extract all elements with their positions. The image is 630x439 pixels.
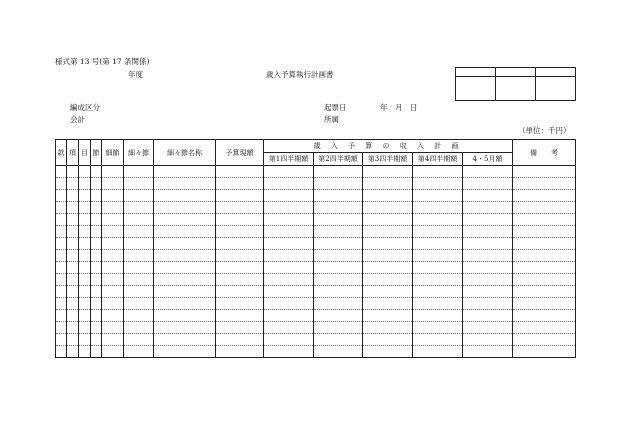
table-cell[interactable] <box>124 298 154 310</box>
table-cell[interactable] <box>314 214 363 226</box>
table-cell[interactable] <box>154 190 216 202</box>
table-cell[interactable] <box>216 298 264 310</box>
table-cell[interactable] <box>363 202 413 214</box>
approval-stamp-boxes <box>455 67 576 101</box>
table-cell[interactable] <box>67 274 79 286</box>
table-cell[interactable] <box>314 178 363 190</box>
stamp-box <box>456 77 496 101</box>
table-row <box>56 310 576 322</box>
table-cell[interactable] <box>216 310 264 322</box>
table-cell[interactable] <box>513 190 576 202</box>
table-cell[interactable] <box>56 202 67 214</box>
table-cell[interactable] <box>314 238 363 250</box>
col-header-remarks: 備 考 <box>513 140 576 166</box>
table-cell[interactable] <box>314 226 363 238</box>
table-cell[interactable] <box>216 238 264 250</box>
col-header-saisaisetsu-name: 細々節名称 <box>154 140 216 166</box>
table-cell[interactable] <box>264 250 314 262</box>
table-cell[interactable] <box>102 262 124 274</box>
table-cell[interactable] <box>56 310 67 322</box>
table-cell[interactable] <box>124 310 154 322</box>
table-cell[interactable] <box>216 286 264 298</box>
table-cell[interactable] <box>363 286 413 298</box>
table-cell[interactable] <box>216 202 264 214</box>
table-row <box>56 202 576 214</box>
col-header-q2: 第2四半期額 <box>314 153 363 166</box>
table-cell[interactable] <box>124 274 154 286</box>
table-cell[interactable] <box>124 190 154 202</box>
table-cell[interactable] <box>314 250 363 262</box>
table-cell[interactable] <box>264 214 314 226</box>
table-cell[interactable] <box>67 226 79 238</box>
table-cell[interactable] <box>314 346 363 358</box>
table-cell[interactable] <box>56 226 67 238</box>
table-cell[interactable] <box>67 214 79 226</box>
table-cell[interactable] <box>413 190 463 202</box>
table-cell[interactable] <box>67 346 79 358</box>
table-cell[interactable] <box>67 262 79 274</box>
table-cell[interactable] <box>67 238 79 250</box>
table-cell[interactable] <box>124 334 154 346</box>
table-cell[interactable] <box>363 322 413 334</box>
table-row <box>56 226 576 238</box>
table-cell[interactable] <box>413 262 463 274</box>
table-cell[interactable] <box>463 238 513 250</box>
table-cell[interactable] <box>216 166 264 178</box>
table-cell[interactable] <box>216 346 264 358</box>
col-header-kou: 項 <box>67 140 79 166</box>
table-cell[interactable] <box>314 190 363 202</box>
table-cell[interactable] <box>216 274 264 286</box>
table-cell[interactable] <box>363 178 413 190</box>
table-cell[interactable] <box>413 202 463 214</box>
col-header-q3: 第3四半期額 <box>363 153 413 166</box>
table-cell[interactable] <box>67 310 79 322</box>
table-cell[interactable] <box>56 262 67 274</box>
table-cell[interactable] <box>314 262 363 274</box>
table-cell[interactable] <box>56 286 67 298</box>
table-cell[interactable] <box>79 286 91 298</box>
table-cell[interactable] <box>91 298 102 310</box>
stamp-box <box>496 77 536 101</box>
table-cell[interactable] <box>363 334 413 346</box>
col-header-revenue-plan: 歳 入 予 算 の 収 入 計 画 <box>264 140 513 153</box>
col-header-kan: 款 <box>56 140 67 166</box>
table-cell[interactable] <box>67 190 79 202</box>
table-cell[interactable] <box>67 178 79 190</box>
table-cell[interactable] <box>102 286 124 298</box>
table-row <box>56 190 576 202</box>
table-cell[interactable] <box>91 274 102 286</box>
table-cell[interactable] <box>154 310 216 322</box>
table-cell[interactable] <box>67 286 79 298</box>
table-cell[interactable] <box>79 346 91 358</box>
table-cell[interactable] <box>413 346 463 358</box>
table-cell[interactable] <box>56 238 67 250</box>
classification-label: 編成区分 <box>70 103 100 112</box>
table-cell[interactable] <box>79 202 91 214</box>
table-cell[interactable] <box>413 310 463 322</box>
table-row <box>56 322 576 334</box>
table-cell[interactable] <box>363 214 413 226</box>
table-cell[interactable] <box>102 202 124 214</box>
table-cell[interactable] <box>124 250 154 262</box>
table-cell[interactable] <box>79 250 91 262</box>
table-cell[interactable] <box>124 346 154 358</box>
table-cell[interactable] <box>463 166 513 178</box>
table-cell[interactable] <box>67 298 79 310</box>
account-label: 会計 <box>70 115 85 124</box>
table-cell[interactable] <box>91 214 102 226</box>
table-cell[interactable] <box>216 178 264 190</box>
table-row <box>56 262 576 274</box>
table-cell[interactable] <box>102 322 124 334</box>
table-cell[interactable] <box>91 346 102 358</box>
table-cell[interactable] <box>463 334 513 346</box>
table-cell[interactable] <box>314 310 363 322</box>
table-cell[interactable] <box>91 286 102 298</box>
table-cell[interactable] <box>363 310 413 322</box>
document-title: 歳入予算執行計画書 <box>266 70 334 79</box>
table-cell[interactable] <box>463 178 513 190</box>
table-cell[interactable] <box>102 298 124 310</box>
table-cell[interactable] <box>463 214 513 226</box>
table-cell[interactable] <box>264 346 314 358</box>
table-cell[interactable] <box>264 166 314 178</box>
table-cell[interactable] <box>463 298 513 310</box>
table-cell[interactable] <box>56 346 67 358</box>
table-cell[interactable] <box>154 322 216 334</box>
table-cell[interactable] <box>264 190 314 202</box>
table-cell[interactable] <box>79 322 91 334</box>
table-cell[interactable] <box>216 334 264 346</box>
table-cell[interactable] <box>67 166 79 178</box>
table-cell[interactable] <box>363 238 413 250</box>
table-cell[interactable] <box>216 226 264 238</box>
col-header-current-budget: 予算現額 <box>216 140 264 166</box>
table-cell[interactable] <box>513 178 576 190</box>
table-cell[interactable] <box>91 322 102 334</box>
table-cell[interactable] <box>91 310 102 322</box>
table-cell[interactable] <box>124 322 154 334</box>
table-row <box>56 214 576 226</box>
table-cell[interactable] <box>413 178 463 190</box>
table-cell[interactable] <box>79 298 91 310</box>
table-cell[interactable] <box>413 166 463 178</box>
table-cell[interactable] <box>264 262 314 274</box>
table-cell[interactable] <box>463 286 513 298</box>
table-cell[interactable] <box>56 214 67 226</box>
table-cell[interactable] <box>56 334 67 346</box>
table-cell[interactable] <box>264 202 314 214</box>
table-cell[interactable] <box>463 226 513 238</box>
table-cell[interactable] <box>102 238 124 250</box>
table-cell[interactable] <box>513 226 576 238</box>
table-cell[interactable] <box>314 286 363 298</box>
table-cell[interactable] <box>314 166 363 178</box>
table-cell[interactable] <box>91 238 102 250</box>
table-cell[interactable] <box>67 334 79 346</box>
table-cell[interactable] <box>79 274 91 286</box>
table-cell[interactable] <box>264 334 314 346</box>
table-cell[interactable] <box>79 226 91 238</box>
unit-note: （単位：千円） <box>518 126 571 135</box>
table-cell[interactable] <box>513 310 576 322</box>
table-cell[interactable] <box>363 262 413 274</box>
table-cell[interactable] <box>513 298 576 310</box>
table-cell[interactable] <box>513 274 576 286</box>
table-cell[interactable] <box>79 178 91 190</box>
date-label: 起票日 <box>324 103 347 112</box>
table-cell[interactable] <box>124 238 154 250</box>
table-cell[interactable] <box>124 286 154 298</box>
table-cell[interactable] <box>513 322 576 334</box>
table-cell[interactable] <box>264 226 314 238</box>
col-header-q4: 第4四半期額 <box>413 153 463 166</box>
table-cell[interactable] <box>363 190 413 202</box>
table-cell[interactable] <box>154 238 216 250</box>
table-cell[interactable] <box>513 250 576 262</box>
table-cell[interactable] <box>413 334 463 346</box>
table-cell[interactable] <box>513 346 576 358</box>
table-cell[interactable] <box>102 190 124 202</box>
table-cell[interactable] <box>56 274 67 286</box>
table-cell[interactable] <box>413 226 463 238</box>
table-cell[interactable] <box>91 166 102 178</box>
table-cell[interactable] <box>124 214 154 226</box>
table-cell[interactable] <box>314 274 363 286</box>
table-cell[interactable] <box>154 166 216 178</box>
table-cell[interactable] <box>124 262 154 274</box>
table-cell[interactable] <box>463 202 513 214</box>
table-cell[interactable] <box>56 298 67 310</box>
table-cell[interactable] <box>363 166 413 178</box>
table-row <box>56 178 576 190</box>
revenue-plan-table <box>55 139 576 358</box>
table-cell[interactable] <box>79 310 91 322</box>
table-cell[interactable] <box>154 274 216 286</box>
table-cell[interactable] <box>102 214 124 226</box>
table-cell[interactable] <box>79 238 91 250</box>
table-cell[interactable] <box>513 202 576 214</box>
table-cell[interactable] <box>363 274 413 286</box>
table-cell[interactable] <box>79 190 91 202</box>
table-row <box>56 166 576 178</box>
form-label: 様式第 13 号(第 17 条関係) <box>55 57 150 66</box>
stamp-box <box>536 77 576 101</box>
table-cell[interactable] <box>124 202 154 214</box>
table-cell[interactable] <box>79 166 91 178</box>
table-cell[interactable] <box>264 310 314 322</box>
table-cell[interactable] <box>56 166 67 178</box>
table-cell[interactable] <box>67 250 79 262</box>
table-cell[interactable] <box>216 214 264 226</box>
department-label: 所属 <box>324 115 339 124</box>
table-cell[interactable] <box>124 178 154 190</box>
table-cell[interactable] <box>124 226 154 238</box>
table-cell[interactable] <box>102 310 124 322</box>
table-cell[interactable] <box>56 178 67 190</box>
table-cell[interactable] <box>264 274 314 286</box>
table-cell[interactable] <box>102 274 124 286</box>
table-cell[interactable] <box>413 250 463 262</box>
table-cell[interactable] <box>154 214 216 226</box>
table-cell[interactable] <box>67 202 79 214</box>
table-cell[interactable] <box>154 202 216 214</box>
table-cell[interactable] <box>102 334 124 346</box>
table-cell[interactable] <box>154 286 216 298</box>
table-cell[interactable] <box>314 202 363 214</box>
table-cell[interactable] <box>463 274 513 286</box>
table-cell[interactable] <box>216 250 264 262</box>
table-cell[interactable] <box>513 166 576 178</box>
table-cell[interactable] <box>91 334 102 346</box>
table-cell[interactable] <box>314 298 363 310</box>
table-cell[interactable] <box>463 190 513 202</box>
table-cell[interactable] <box>91 262 102 274</box>
col-header-moku: 目 <box>79 140 91 166</box>
table-cell[interactable] <box>513 238 576 250</box>
table-cell[interactable] <box>102 178 124 190</box>
col-header-apr-may: 4・5月額 <box>463 153 513 166</box>
table-cell[interactable] <box>154 298 216 310</box>
table-cell[interactable] <box>79 214 91 226</box>
table-cell[interactable] <box>264 178 314 190</box>
table-cell[interactable] <box>102 226 124 238</box>
table-cell[interactable] <box>56 322 67 334</box>
table-cell[interactable] <box>154 226 216 238</box>
table-row <box>56 250 576 262</box>
table-cell[interactable] <box>264 238 314 250</box>
table-cell[interactable] <box>363 226 413 238</box>
table-cell[interactable] <box>154 262 216 274</box>
table-cell[interactable] <box>91 250 102 262</box>
col-header-saisetsu: 細節 <box>102 140 124 166</box>
table-cell[interactable] <box>264 322 314 334</box>
table-row <box>56 334 576 346</box>
table-cell[interactable] <box>363 346 413 358</box>
table-cell[interactable] <box>264 286 314 298</box>
fiscal-year-label: 年度 <box>128 70 143 79</box>
table-cell[interactable] <box>513 334 576 346</box>
table-row <box>56 298 576 310</box>
table-cell[interactable] <box>413 238 463 250</box>
table-cell[interactable] <box>463 322 513 334</box>
table-cell[interactable] <box>56 250 67 262</box>
table-cell[interactable] <box>102 346 124 358</box>
table-cell[interactable] <box>91 190 102 202</box>
table-cell[interactable] <box>463 346 513 358</box>
table-cell[interactable] <box>363 298 413 310</box>
table-cell[interactable] <box>67 322 79 334</box>
table-row <box>56 274 576 286</box>
table-cell[interactable] <box>91 202 102 214</box>
table-cell[interactable] <box>513 214 576 226</box>
table-cell[interactable] <box>154 250 216 262</box>
table-cell[interactable] <box>79 262 91 274</box>
table-cell[interactable] <box>413 298 463 310</box>
table-cell[interactable] <box>513 286 576 298</box>
table-cell[interactable] <box>413 274 463 286</box>
table-cell[interactable] <box>463 310 513 322</box>
table-row <box>56 238 576 250</box>
table-cell[interactable] <box>413 286 463 298</box>
stamp-box <box>496 68 536 77</box>
table-cell[interactable] <box>154 346 216 358</box>
table-cell[interactable] <box>413 214 463 226</box>
table-row <box>56 286 576 298</box>
table-cell[interactable] <box>413 322 463 334</box>
table-cell[interactable] <box>513 262 576 274</box>
table-cell[interactable] <box>56 190 67 202</box>
col-header-saisaisetsu: 細々節 <box>124 140 154 166</box>
date-units: 年 月 日 <box>380 103 418 112</box>
table-cell[interactable] <box>79 334 91 346</box>
col-header-setsu: 節 <box>91 140 102 166</box>
stamp-box <box>536 68 576 77</box>
table-cell[interactable] <box>216 190 264 202</box>
table-cell[interactable] <box>314 334 363 346</box>
table-cell[interactable] <box>154 178 216 190</box>
table-cell[interactable] <box>463 262 513 274</box>
table-cell[interactable] <box>216 322 264 334</box>
col-header-q1: 第1四半期額 <box>264 153 314 166</box>
table-cell[interactable] <box>102 250 124 262</box>
table-cell[interactable] <box>216 262 264 274</box>
table-row <box>56 346 576 358</box>
table-cell[interactable] <box>91 178 102 190</box>
stamp-box <box>456 68 496 77</box>
table-cell[interactable] <box>463 250 513 262</box>
table-cell[interactable] <box>91 226 102 238</box>
table-cell[interactable] <box>363 250 413 262</box>
table-cell[interactable] <box>124 166 154 178</box>
table-cell[interactable] <box>314 322 363 334</box>
table-cell[interactable] <box>154 334 216 346</box>
table-cell[interactable] <box>264 298 314 310</box>
table-cell[interactable] <box>102 166 124 178</box>
